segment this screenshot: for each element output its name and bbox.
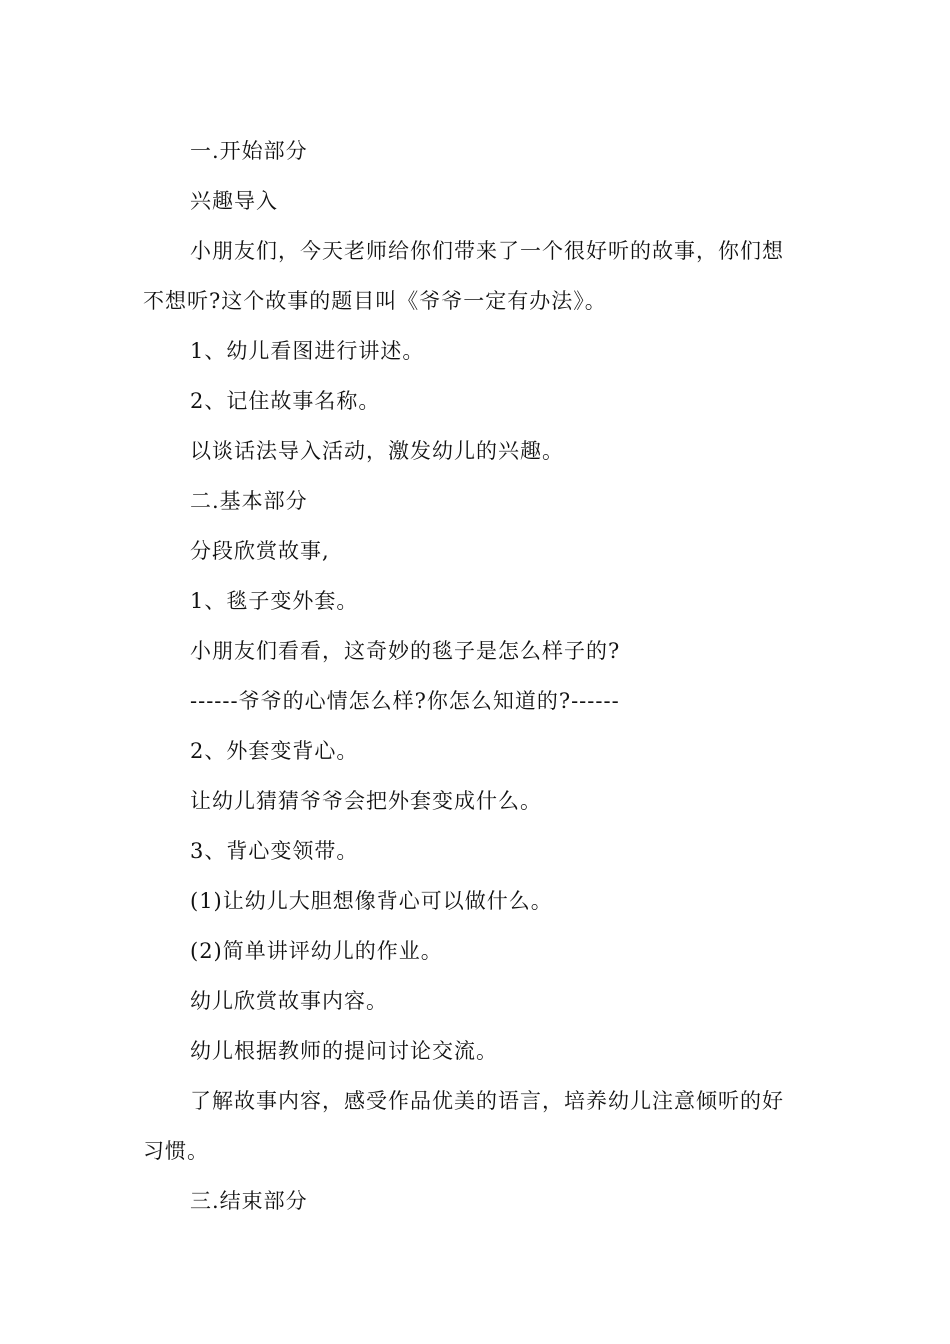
list-item: 2、记住故事名称。	[190, 389, 381, 413]
paragraph-line: 不想听?这个故事的题目叫《爷爷一定有办法》。	[143, 289, 607, 313]
paragraph-line: 幼儿根据教师的提问讨论交流。	[190, 1039, 498, 1063]
list-item: 2、外套变背心。	[190, 739, 359, 763]
list-item: 3、背心变领带。	[190, 839, 359, 863]
section-heading-basic: 二.基本部分	[190, 489, 308, 513]
section-heading-start: 一.开始部分	[190, 139, 308, 163]
paragraph-line: 分段欣赏故事,	[190, 539, 330, 563]
paragraph-line: 小朋友们看看，这奇妙的毯子是怎么样子的?	[190, 639, 621, 663]
paragraph-line: 以谈话法导入活动，激发幼儿的兴趣。	[190, 439, 564, 463]
paragraph-line: ------爷爷的心情怎么样?你怎么知道的?------	[190, 689, 620, 713]
sub-list-item: (2)简单讲评幼儿的作业。	[190, 939, 443, 963]
subheading-interest-intro: 兴趣导入	[190, 189, 278, 213]
sub-list-item: (1)让幼儿大胆想像背心可以做什么。	[190, 889, 553, 913]
list-item: 1、毯子变外套。	[190, 589, 359, 613]
section-heading-end: 三.结束部分	[190, 1189, 308, 1213]
paragraph-line: 了解故事内容，感受作品优美的语言，培养幼儿注意倾听的好	[190, 1089, 784, 1113]
paragraph-line: 让幼儿猜猜爷爷会把外套变成什么。	[190, 789, 542, 813]
list-item: 1、幼儿看图进行讲述。	[190, 339, 425, 363]
paragraph-line: 习惯。	[143, 1139, 209, 1163]
paragraph-line: 幼儿欣赏故事内容。	[190, 989, 388, 1013]
paragraph-line: 小朋友们，今天老师给你们带来了一个很好听的故事，你们想	[190, 239, 784, 263]
